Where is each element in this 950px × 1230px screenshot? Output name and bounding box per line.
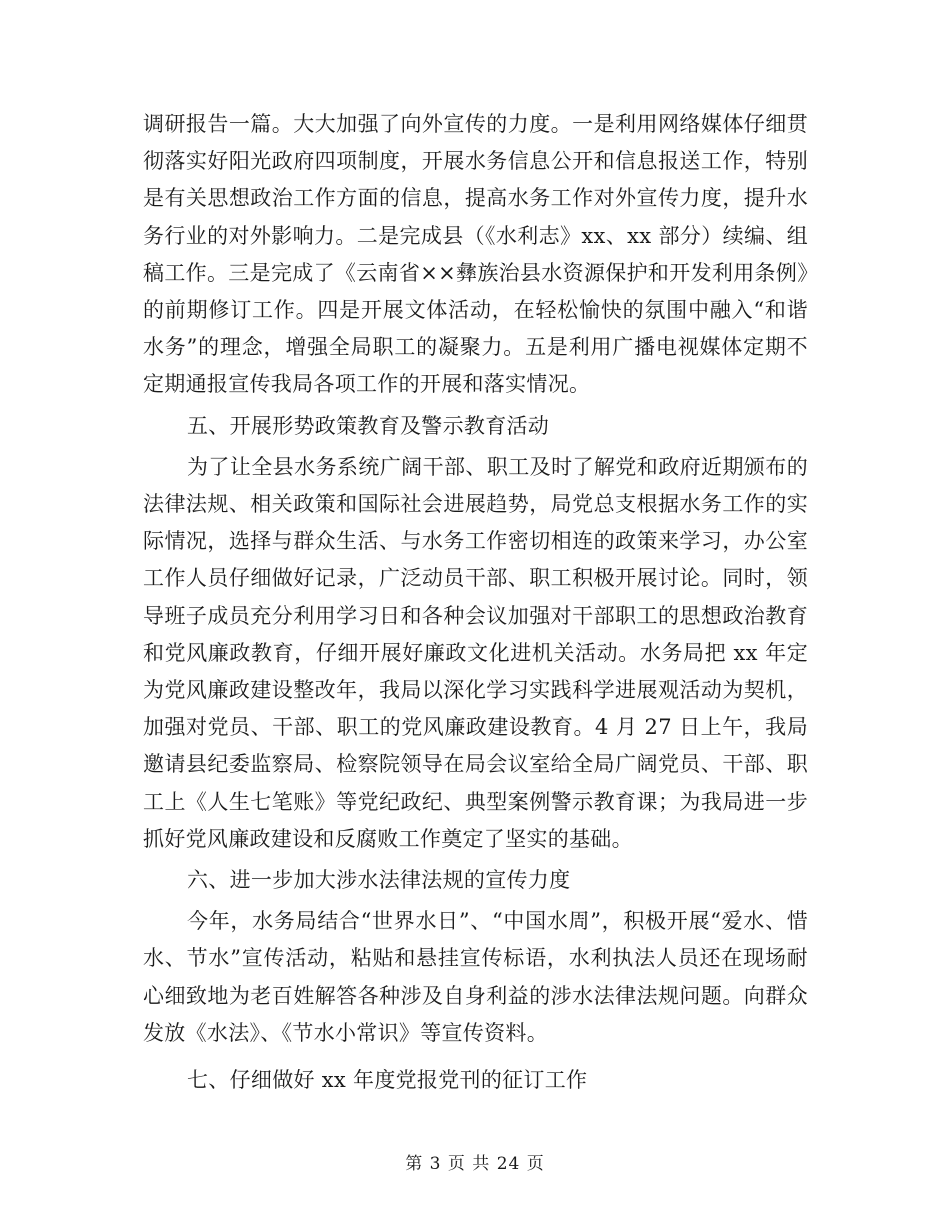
- document-body: [143, 106, 808, 1099]
- section-heading-policy-education: 五、开展形势政策教育及警示教育活动: [187, 413, 550, 438]
- section-heading-newspaper-subscription: 七、仔细做好 xx 年度党报党刊的征订工作: [187, 1068, 588, 1093]
- section-heading-water-law-publicity: 六、进一步加大涉水法律法规的宣传力度: [187, 868, 571, 893]
- page-number-footer: 第 3 页 共 24 页: [405, 1154, 545, 1174]
- paragraph-water-law-publicity: 今年，水务局结合“世界水日”、“中国水周”，积极开展“爱水、惜水、节水”宣传活动，粘贴和悬挂宣传标语，水利执法人员还在现场耐心细致地为老百姓解答各种涉及自身利益的涉水法律法规问题。向群众发放《水法》、《节水小常识》等宣传资料。: [143, 909, 808, 1045]
- paragraph-publicity-continued: 调研报告一篇。大大加强了向外宣传的力度。一是利用网络媒体仔细贯彻落实好阳光政府四项制度，开展水务信息公开和信息报送工作，特别是有关思想政治工作方面的信息，提高水务工作对外宣传力度，提升水务行业的对外影响力。二是完成县（《水利志》xx、xx 部分）续编、组稿工作。三是完成了《云南省××彝族治县水资源保护和开发利用条例》的前期修订工作。四是开展文体活动，在轻松愉快的氛围中融入“和谐水务”的理念，增强全局职工的凝聚力。五是利用广播电视媒体定期不定期通报宣传我局各项工作的开展和落实情况。: [143, 112, 808, 397]
- paragraph-policy-education: 为了让全县水务系统广阔干部、职工及时了解党和政府近期颁布的法律法规、相关政策和国际社会进展趋势，局党总支根据水务工作的实际情况，选择与群众生活、与水务工作密切相连的政策来学习，办公室工作人员仔细做好记录，广泛动员干部、职工积极开展讨论。同时，领导班子成员充分利用学习日和各种会议加强对干部职工的思想政治教育和党风廉政教育，仔细开展好廉政文化进机关活动。水务局把 xx 年定为党风廉政建设整改年，我局以深化学习实践科学进展观活动为契机，加强对党员、干部、职工的党风廉政建设教育。4 月 27 日上午，我局邀请县纪委监察局、检察院领导在局会议室给全局广阔党员、干部、职工上《人生七笔账》等党纪政纪、典型案例警示教育课；为我局进一步抓好党风廉政建设和反腐败工作奠定了坚实的基础。: [143, 454, 808, 851]
